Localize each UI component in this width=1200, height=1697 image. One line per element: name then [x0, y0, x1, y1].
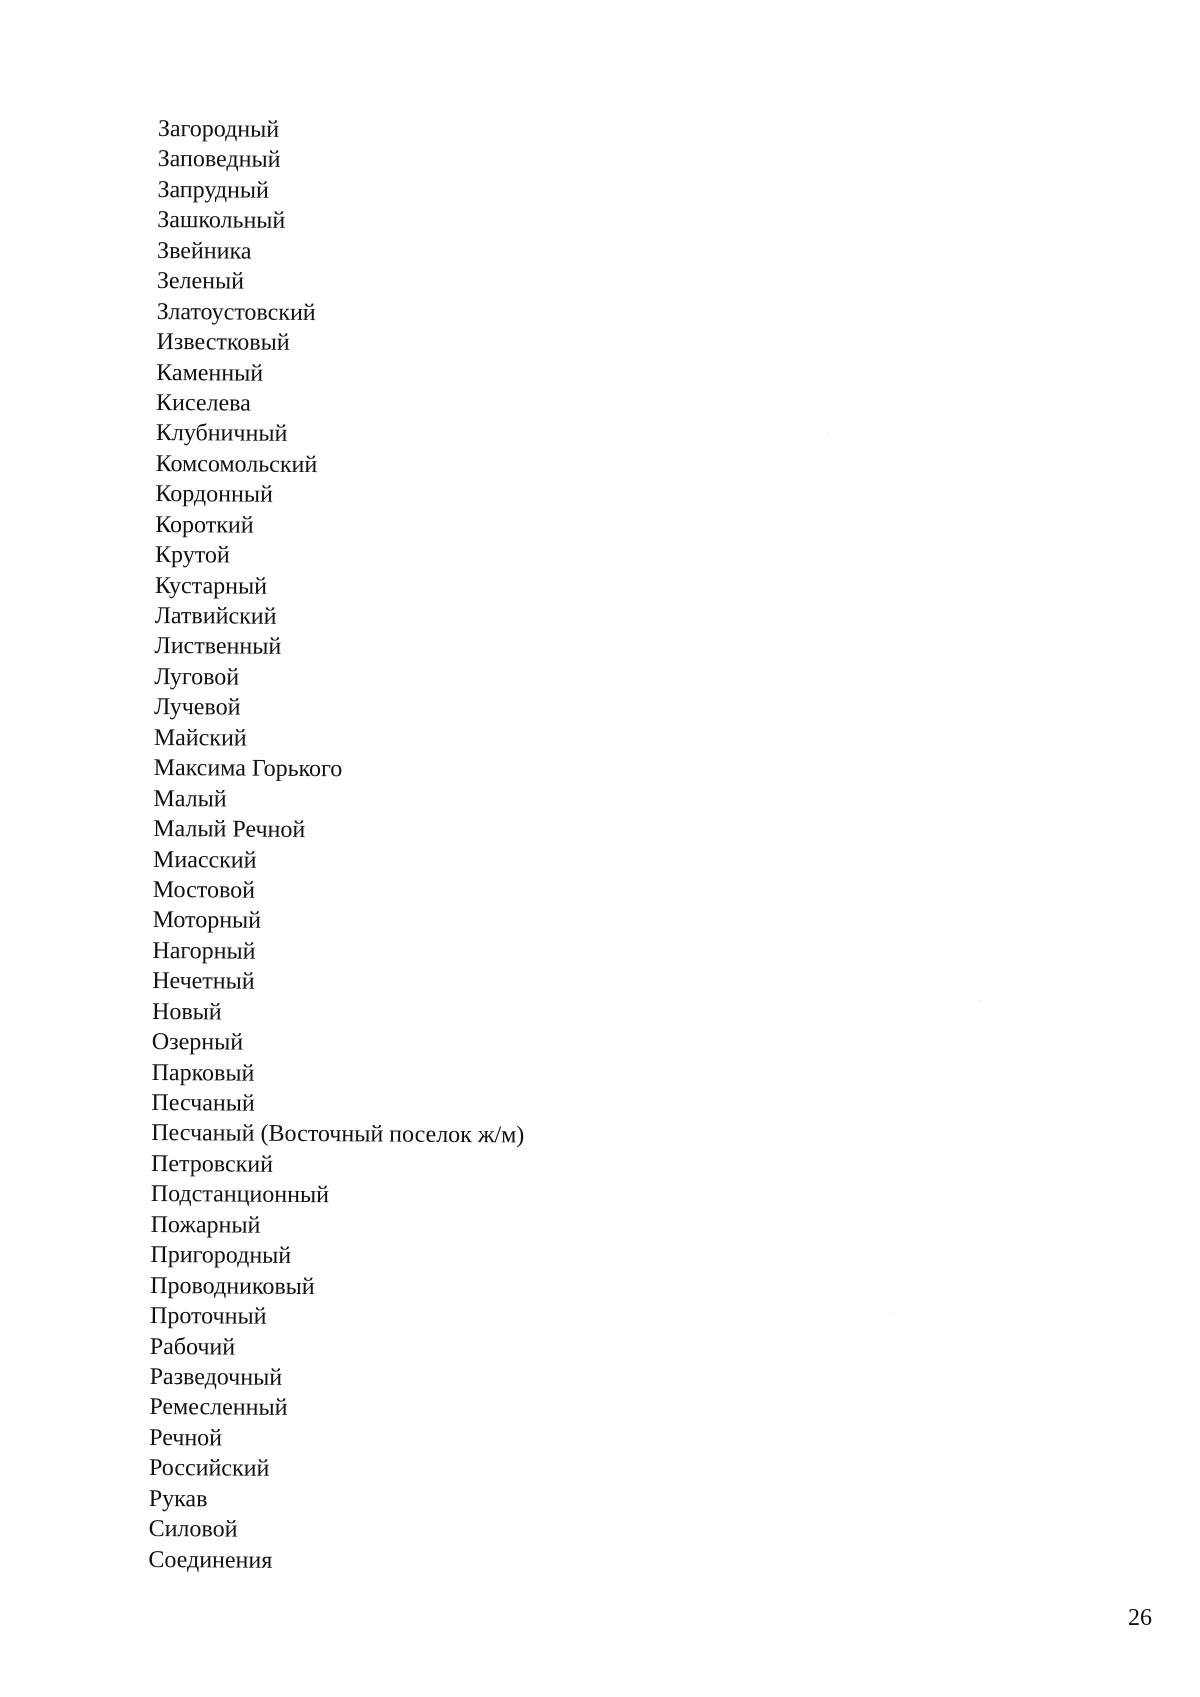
street-name-item: Мостовой [152, 876, 256, 904]
street-name-list [148, 114, 858, 1580]
street-name-item: Силовой [148, 1516, 238, 1543]
street-name-item: Клубничный [155, 420, 288, 448]
street-name-item: Новый [151, 998, 222, 1026]
scan-speck [980, 1000, 981, 1001]
street-name-item: Кордонный [155, 481, 273, 509]
street-name-item: Короткий [155, 511, 254, 539]
street-name-item: Запрудный [157, 176, 269, 204]
street-name-item: Петровский [150, 1150, 274, 1178]
street-name-item: Киселева [155, 389, 251, 417]
street-name-item: Рукав [148, 1485, 208, 1513]
street-name-item: Разведочный [149, 1363, 283, 1391]
street-name-item: Златоустовский [156, 298, 316, 326]
street-name-item: Зашкольный [157, 207, 286, 235]
street-name-item: Песчаный (Восточный поселок ж/м) [151, 1120, 525, 1149]
street-name-item: Речной [149, 1424, 223, 1452]
street-name-item: Лиственный [154, 633, 282, 661]
street-name-item: Парковый [151, 1059, 255, 1087]
street-name-item: Крутой [154, 542, 230, 569]
street-name-item: Известковый [156, 329, 290, 356]
street-name-item: Проточный [149, 1303, 267, 1330]
street-name-item: Нечетный [152, 968, 255, 995]
street-name-item: Загородный [157, 115, 280, 143]
street-name-item: Миасский [152, 846, 257, 874]
street-name-item: Лучевой [153, 694, 241, 721]
street-name-item: Луговой [154, 663, 240, 691]
street-name-item: Пожарный [150, 1211, 261, 1239]
scan-speck [827, 434, 828, 435]
page-number: 26 [1128, 1605, 1152, 1631]
street-name-item: Максима Горького [153, 755, 343, 783]
street-name-item: Пригородный [150, 1242, 292, 1270]
street-name-item: Моторный [152, 907, 262, 935]
street-name-item: Подстанционный [150, 1181, 330, 1209]
street-name-item: Малый Речной [153, 816, 306, 844]
street-name-item: Заповедный [157, 146, 281, 174]
street-name-item: Рабочий [149, 1333, 236, 1361]
street-name-item: Комсомольский [155, 450, 318, 478]
street-name-item: Зеленый [156, 268, 245, 295]
street-name-item: Российский [148, 1455, 270, 1483]
street-name-item: Песчаный [151, 1089, 255, 1117]
street-name-item: Проводниковый [150, 1272, 315, 1300]
street-name-item: Майский [153, 724, 247, 752]
street-name-item: Звейника [157, 237, 252, 265]
street-name-item: Латвийский [154, 602, 277, 630]
street-name-item: Малый [153, 785, 227, 813]
street-name-item: Нагорный [152, 937, 256, 965]
street-name-item: Ремесленный [149, 1394, 288, 1422]
street-name-item: Озерный [151, 1029, 244, 1056]
street-name-item: Каменный [156, 359, 264, 387]
street-name-item: Кустарный [154, 572, 268, 600]
scan-speck [893, 1313, 894, 1314]
street-name-item: Соединения [148, 1546, 273, 1574]
